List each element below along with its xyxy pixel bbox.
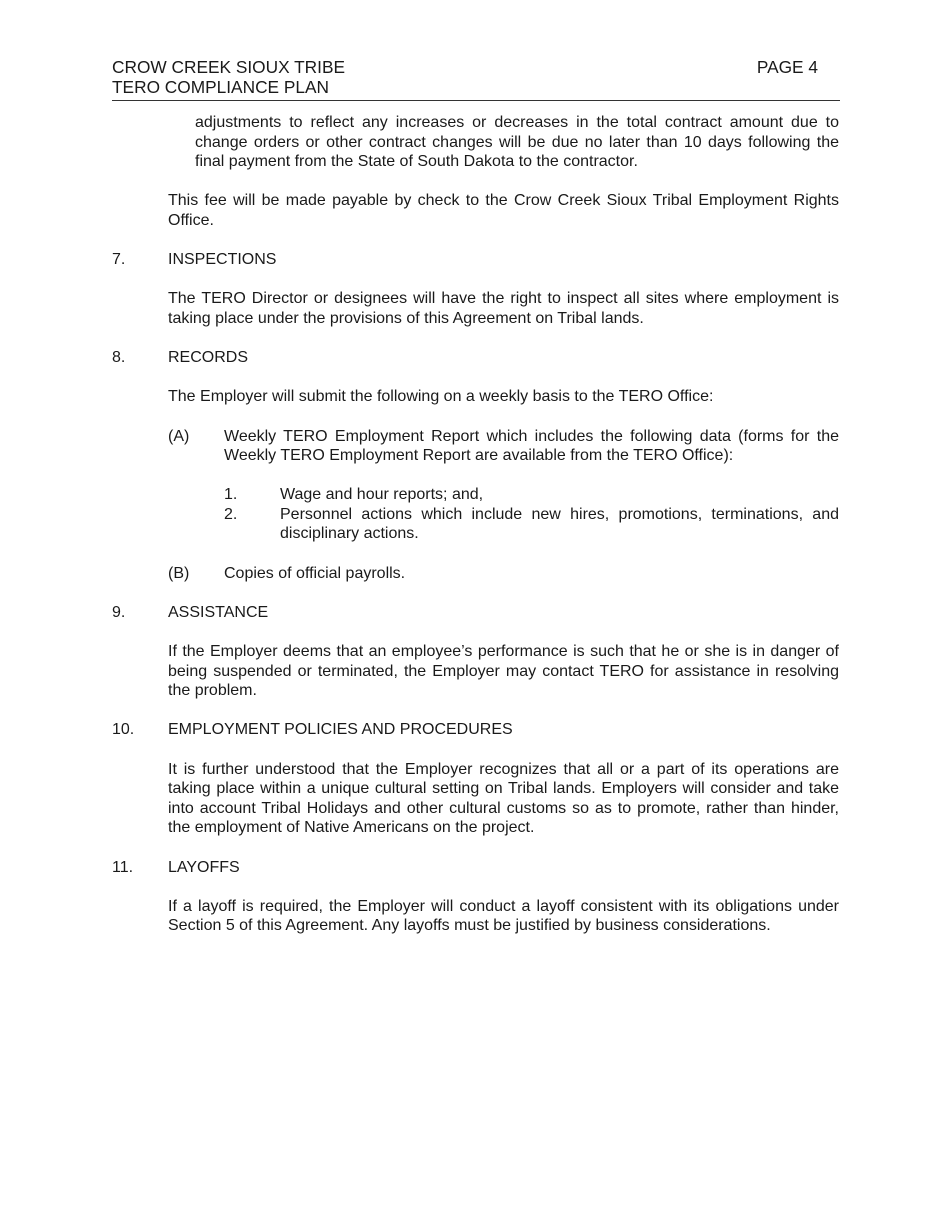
document-body xyxy=(112,113,839,936)
section-9-body: If the Employer deems that an employee’s performance is such that he or she is in danger of being suspended or terminated, the Employer may contact TERO for assistance in resolving the problem. xyxy=(168,643,839,700)
section-number: 9. xyxy=(112,603,126,621)
header-title-line1: CROW CREEK SIOUX TRIBE xyxy=(112,57,346,77)
section-title: INSPECTIONS xyxy=(168,251,277,269)
section-7-heading xyxy=(112,250,839,270)
list-text: Wage and hour reports; and, xyxy=(280,486,484,504)
section-10-heading xyxy=(112,720,839,740)
list-label: 1. xyxy=(224,486,238,504)
list-text: Weekly TERO Employment Report which includes the following data (forms for the Weekly TERO Employment Report are available from the TERO Office): xyxy=(224,427,839,465)
list-label: (A) xyxy=(168,427,190,445)
section-number: 11. xyxy=(112,858,134,876)
sublist-item-2 xyxy=(224,505,839,544)
section-11-heading xyxy=(112,858,839,878)
page-header xyxy=(112,57,840,101)
section-8-intro: The Employer will submit the following on a weekly basis to the TERO Office: xyxy=(168,388,714,406)
section-8-heading xyxy=(112,348,839,368)
list-item-b xyxy=(168,564,839,584)
section-title: EMPLOYMENT POLICIES AND PROCEDURES xyxy=(168,721,513,739)
fee-paragraph: This fee will be made payable by check to the Crow Creek Sioux Tribal Employment Rights Office. xyxy=(168,192,839,229)
section-title: RECORDS xyxy=(168,349,249,367)
list-label: (B) xyxy=(168,564,190,582)
sublist-item-1 xyxy=(224,485,839,505)
section-9-heading xyxy=(112,603,839,623)
section-11-body: If a layoff is required, the Employer will conduct a layoff consistent with its obligations under Section 5 of this Agreement. Any layoffs must be justified by business considerations. xyxy=(168,897,839,935)
list-label: 2. xyxy=(224,505,238,523)
section-number: 8. xyxy=(112,349,126,367)
section-title: LAYOFFS xyxy=(168,858,240,876)
list-item-a xyxy=(168,427,839,466)
section-7-body: The TERO Director or designees will have the right to inspect all sites where employment is taking place under the provisions of this Agreement on Tribal lands. xyxy=(168,290,839,327)
header-title-line2: TERO COMPLIANCE PLAN xyxy=(112,77,330,97)
continued-paragraph: adjustments to reflect any increases or decreases in the total contract amount due to change orders or other contract changes will be due no later than 10 days following the final payment from the State of South Dakota to the contractor. xyxy=(195,114,839,171)
list-text: Copies of official payrolls. xyxy=(224,564,406,582)
list-text: Personnel actions which include new hires, promotions, terminations, and disciplinary actions. xyxy=(280,505,839,543)
section-title: ASSISTANCE xyxy=(168,603,269,621)
section-number: 7. xyxy=(112,251,126,269)
section-10-body: It is further understood that the Employer recognizes that all or a part of its operations are taking place within a unique cultural setting on Tribal lands. Employers will consider and take into account Tribal Holidays and other cultural customs so as to promote, rather than hinder, the employment of Native Americans on the project. xyxy=(168,760,839,837)
page-number: PAGE 4 xyxy=(756,57,818,77)
section-number: 10. xyxy=(112,721,135,739)
